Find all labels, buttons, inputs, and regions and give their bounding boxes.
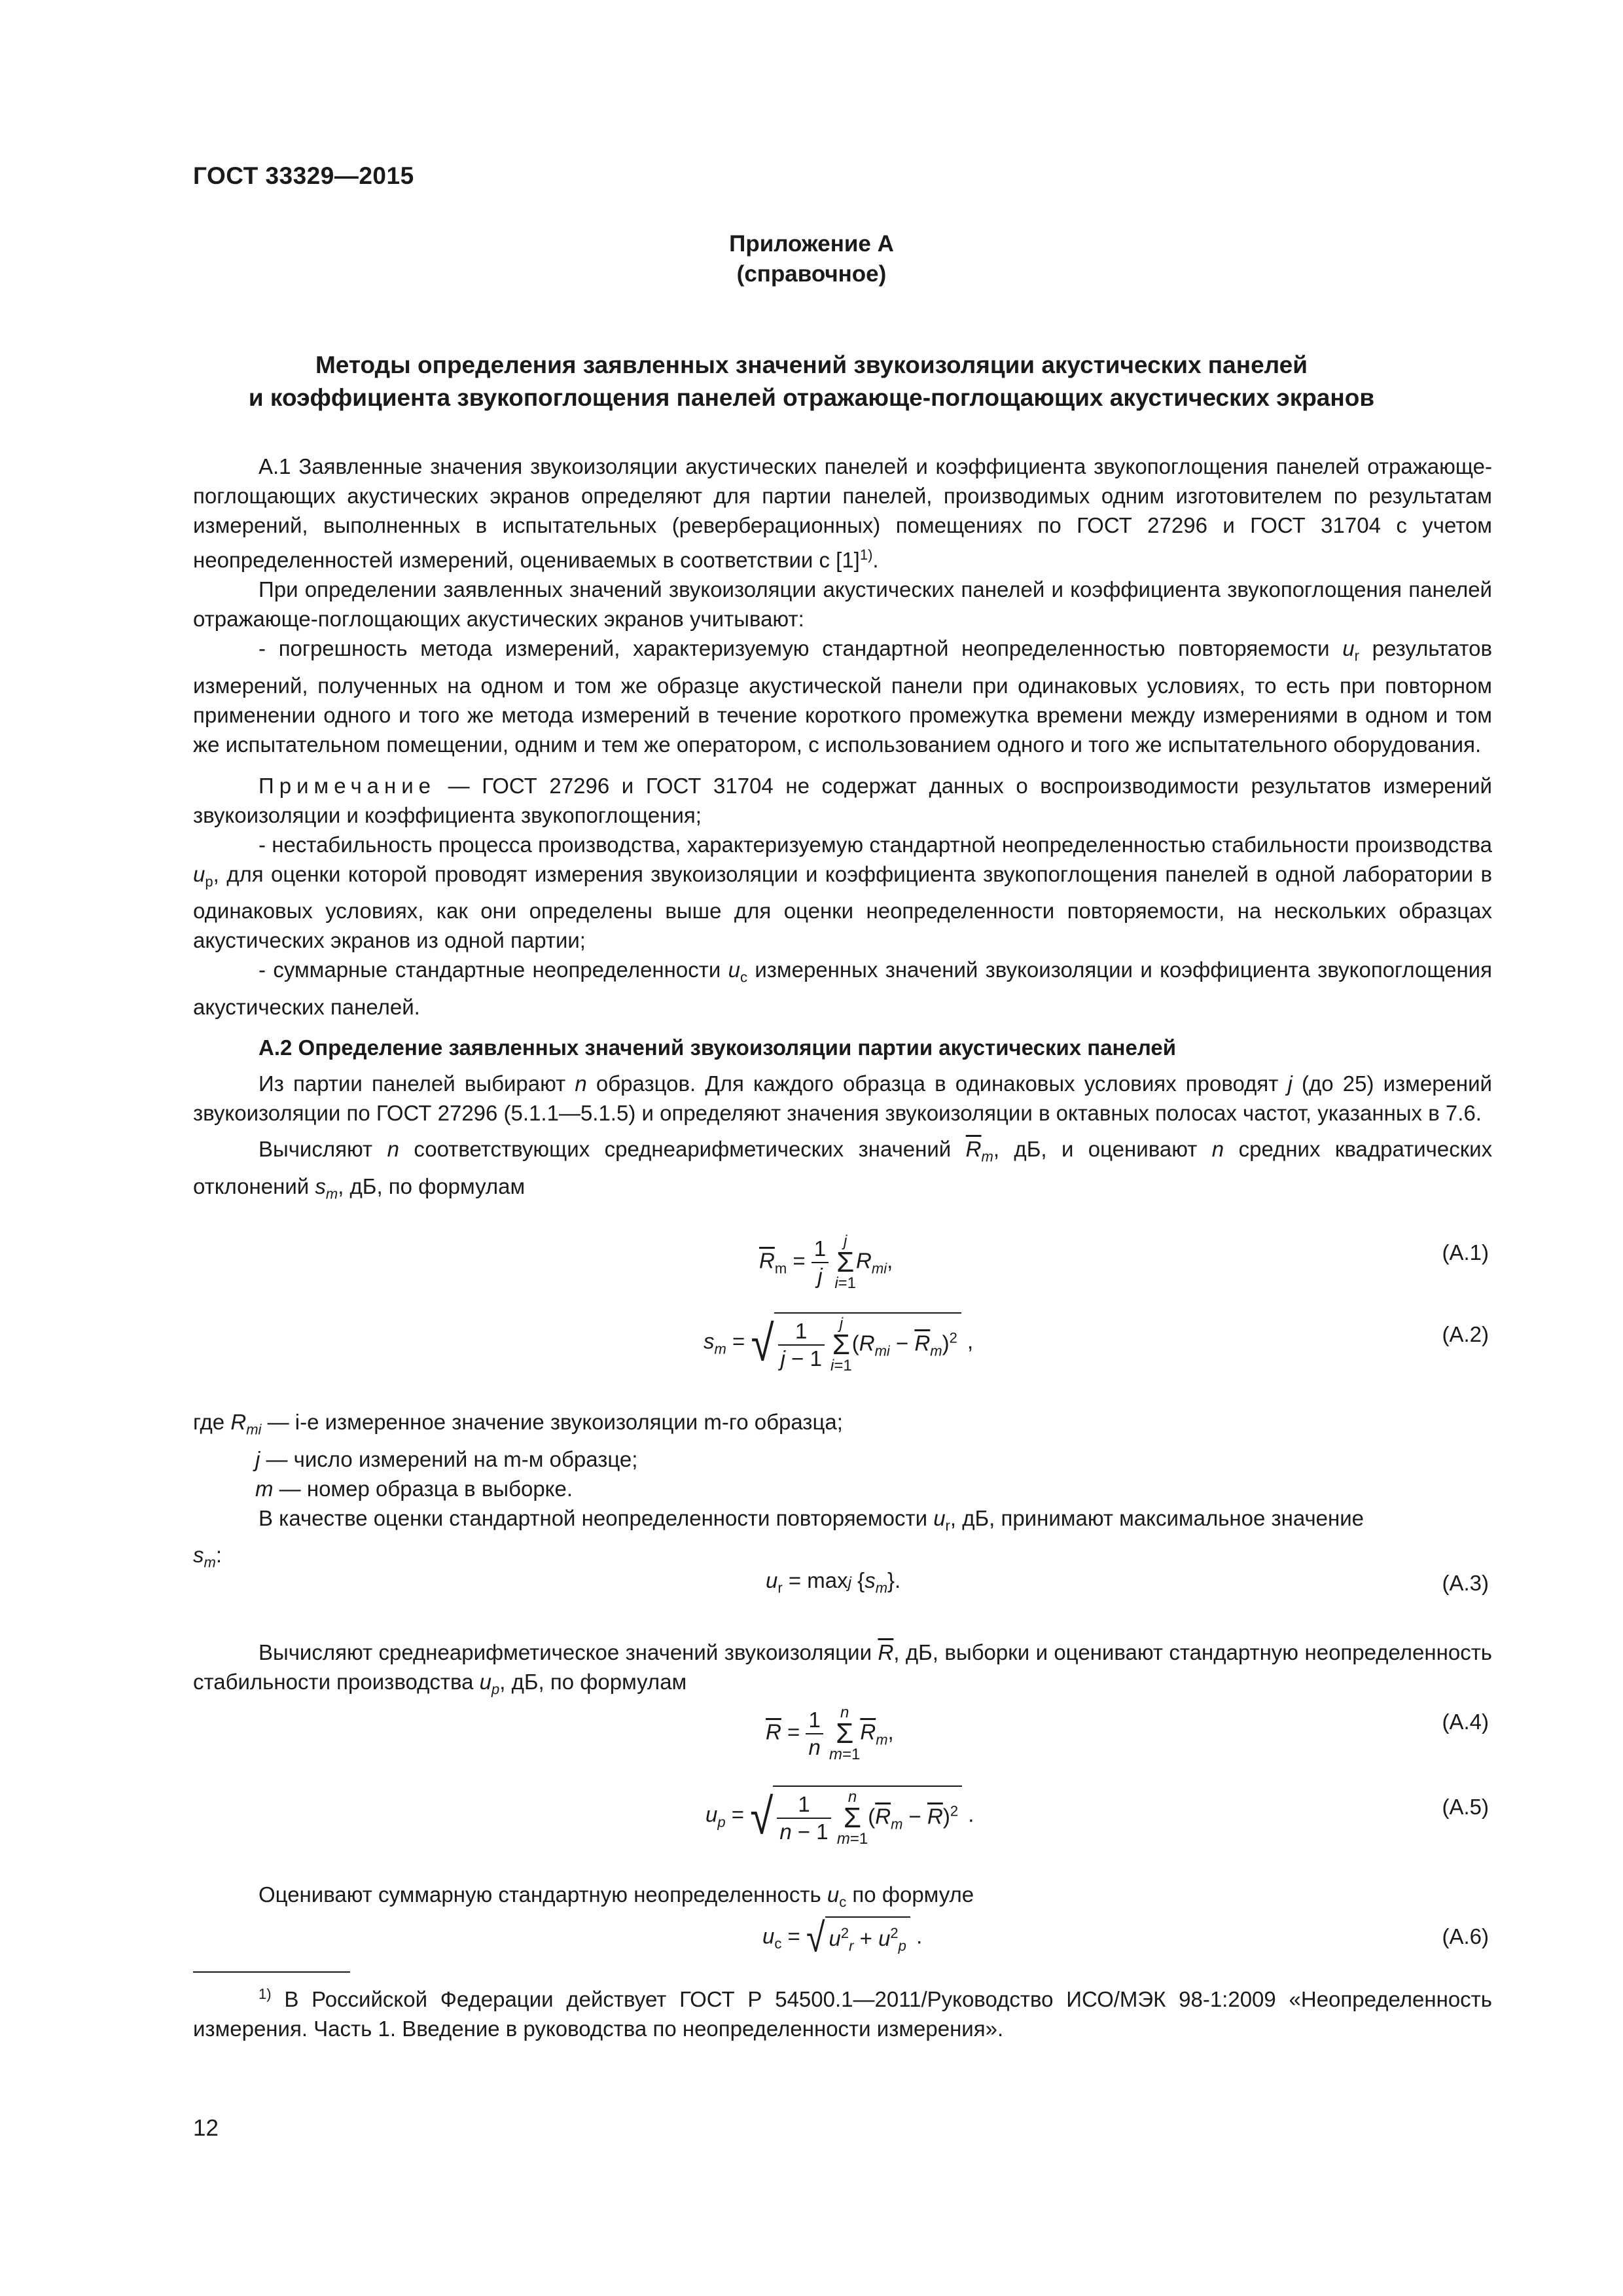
definitions (193, 1407, 1492, 1577)
definition-j: j — число измерений на m-м образце; (255, 1446, 638, 1471)
a2-paragraph-2: Вычисляют n соответствующих среднеарифметических значений $\overline{R}_m$, дБ, и оценивают n средних квадратических отклонений $s_m$, дБ, по формулам (193, 1137, 1493, 1202)
formula-a5: $u_p$ = √ $\frac{1}{n - 1}$ n Σ $m=1(\overline{R}_m - \overline{R})^2$ . (705, 1785, 974, 1847)
formula-a4: $\overline{R}$ = $\frac{1}{n}$ n Σ $m=1\overline{R}_m$, (766, 1704, 894, 1763)
section-a2 (193, 1033, 1492, 1208)
page-number: 12 (193, 2115, 219, 2141)
a2-paragraph-4-block (193, 1638, 1492, 1704)
formula-a6: $u_c$ = √ $u^2_r + u^2_p$ . (762, 1914, 923, 1961)
equation-number-a1: (А.1) (1442, 1240, 1489, 1265)
a1-item-repeatability: - погрешность метода измерений, характеризуемую стандартной неопределенностью повторяемости $u_r$ результатов измерений, полученных на одном и том же образце акустической панели при одинаковых условиях, то есть при повторном применении одного и того же метода измерений в течение короткого промежутка времени между измерениями в одном и том же испытательном помещении, одним и тем же оператором, с использованием одного и того же испытательного оборудования. (193, 636, 1492, 757)
equation-number-a4: (А.4) (1442, 1710, 1489, 1734)
a1-paragraph-1: А.1 Заявленные значения звукоизоляции акустических панелей и коэффициента звукопоглощения панелей отражающе-поглощающих акустических экранов определяют для партии панелей, производимых одним изготовителем по результатам измерений, выполненных в испытательных (реверберационных) помещениях по ГОСТ 27296 и ГОСТ 31704 с учетом неопределенностей измерений, оцениваемых в соответствии с $[1]^{1)}$. (193, 454, 1492, 572)
a2-heading: А.2 Определение заявленных значений звукоизоляции партии акустических панелей (259, 1035, 1177, 1060)
annex-title-line-2: и коэффициента звукопоглощения панелей отражающе-поглощающих акустических экранов (248, 384, 1375, 411)
formula-a2: $s_m$ = √ $\frac{1}{j - 1}$ j Σ $i=1(R_{mi} - \overline{R}_m)^2$ , (704, 1312, 973, 1374)
a2-paragraph-1: Из партии панелей выбирают n образцов. Для каждого образца в одинаковых условиях проводят j (до 25) измерений звукоизоляции по ГОСТ 27296 (5.1.1—5.1.5) и определяют значения звукоизоляции в октавных полосах частот, указанных в 7.6. (193, 1071, 1492, 1125)
equation-number-a2: (А.2) (1442, 1322, 1489, 1346)
a2-paragraph-5: Оценивают суммарную стандартную неопределенность $u_c$ по формуле (259, 1882, 974, 1910)
equation-number-a5: (А.5) (1442, 1795, 1489, 1819)
annex-title-line-1: Методы определения заявленных значений звукоизоляции акустических панелей (315, 351, 1308, 378)
equation-number-a6: (А.6) (1442, 1924, 1489, 1948)
annex-label: Приложение А (729, 231, 894, 257)
document-header: ГОСТ 33329—2015 (193, 162, 414, 189)
a1-item-combined: - суммарные стандартные неопределенности $u_c$ измеренных значений звукоизоляции и коэффициента звукопоглощения акустических панелей. (193, 958, 1492, 1019)
sm-symbol: $s_m$: (193, 1543, 222, 1571)
a2-paragraph-3: В качестве оценки стандартной неопределенности повторяемости $u_r$, дБ, принимают максимальное значение (259, 1505, 1364, 1534)
a1-note: Примечание — ГОСТ 27296 и ГОСТ 31704 не содержат данных о воспроизводимости результатов измерений звукоизоляции и коэффициента звукопоглощения; (193, 773, 1492, 827)
a1-item-stability: - нестабильность процесса производства, характеризуемую стандартной неопределенностью стабильности производства $u_p$, для оценки которой проводят измерения звукоизоляции и коэффициента звукопоглощения панелей в одной лаборатории в одинаковых условиях, как они определены выше для оценки неопределенности повторяемости, на нескольких образцах акустических экранов из одной партии; (193, 832, 1492, 953)
a1-paragraph-2: При определении заявленных значений звукоизоляции акустических панелей и коэффициента звукопоглощения панелей отражающе-поглощающих акустических экранов учитывают: (193, 577, 1492, 631)
footnote-separator (193, 1971, 350, 1973)
note-label: Примечание (259, 773, 437, 798)
definition-m: m — номер образца в выборке. (255, 1476, 573, 1501)
section-a1 (193, 452, 1492, 1022)
footnote-mark: 1) (259, 1986, 272, 2002)
annex-title (190, 349, 1433, 414)
formula-a3: $u_r = \max j$ $\{s_m\}$. (766, 1568, 901, 1596)
a2-paragraph-4: Вычисляют среднеарифметическое значений звукоизоляции $\overline{R}$, дБ, выборки и оценивают стандартную неопределенность стабильности производства $u_p$, дБ, по формулам (193, 1640, 1493, 1698)
formula-a1: $\overline{R}_m$ = $\frac{1}{j}$ j Σ $i=1R_{mi}$, (759, 1232, 893, 1292)
equation-number-a3: (А.3) (1442, 1571, 1489, 1595)
annex-type: (справочное) (736, 261, 887, 287)
footnote: $^{1)}$ В Российской Федерации действует ГОСТ Р 54500.1—2011/Руководство ИСО/МЭК 98-1:2009 «Неопределенность измерения. Часть 1. Введение в руководства по неопределенности измерения». (193, 1986, 1492, 2041)
annex-heading (190, 229, 1433, 289)
definition-rmi: где $R_{mi}$ — i-е измеренное значение звукоизоляции m-го образца; (193, 1410, 843, 1438)
